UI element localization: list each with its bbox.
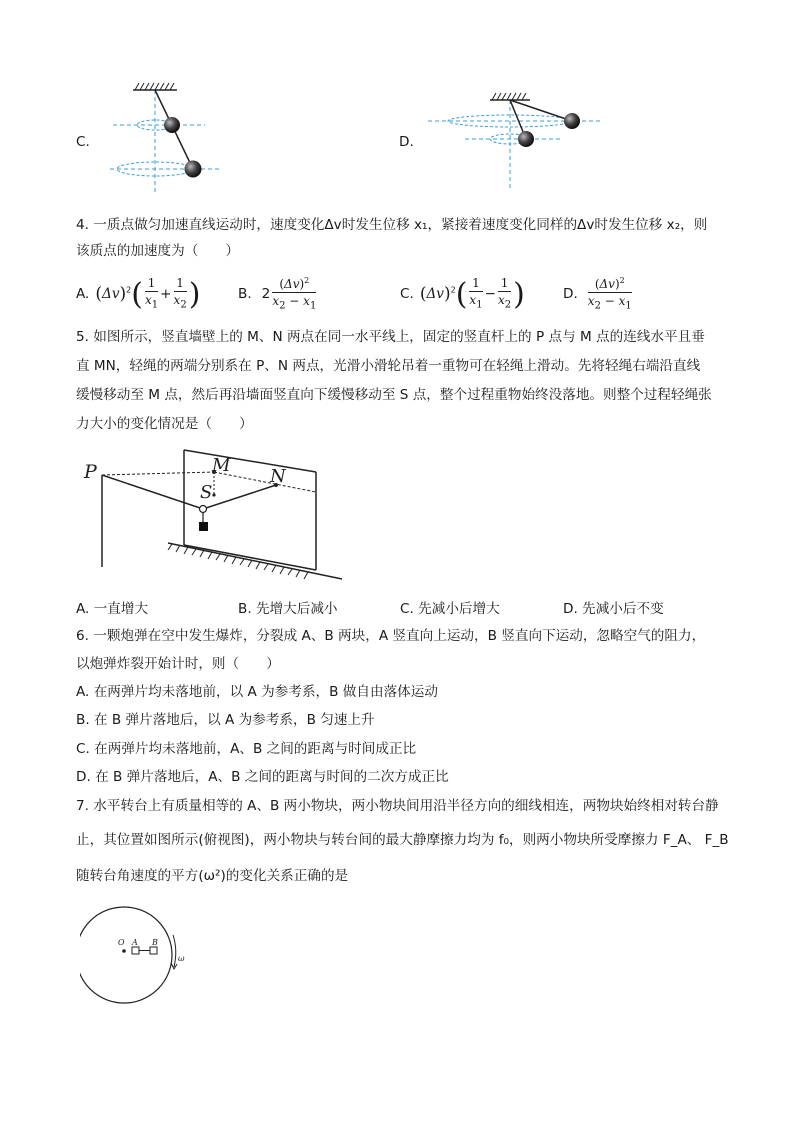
q7-stem-line1: 7. 水平转台上有质量相等的 A、B 两小物块，两小物块间用沿半径方向的细线相连，两物块始终相对转台静 xyxy=(76,798,719,814)
q4-option-d-label: D. xyxy=(563,286,578,302)
q4-option-a: A. $(\Delta v)^2$ ( $\frac{1}{x_1}$ + $\frac{1}{x_2}$ ) xyxy=(76,275,201,312)
q5-stem-line4: 力大小的变化情况是（ ） xyxy=(76,416,253,432)
q4-stem-line2: 该质点的加速度为（ ） xyxy=(76,243,240,259)
q4-option-d: D. $\frac{(\Delta v)^2}{x_2 - x_1}$ xyxy=(563,272,634,316)
label-omega: ω xyxy=(178,954,185,963)
q5-stem-line2: 直 MN，轻绳的两端分别系在 P、N 两点，光滑小滑轮吊着一重物可在轻绳上滑动。先将轻绳右端沿直线 xyxy=(76,358,701,374)
q5-stem-line1: 5. 如图所示，竖直墙壁上的 M、N 两点在同一水平线上，固定的竖直杆上的 P 点与 M 点的连线水平且垂 xyxy=(76,329,705,345)
option-c-label: C. xyxy=(76,134,90,150)
q6-option-c: C. 在两弹片均未落地前，A、B 之间的距离与时间成正比 xyxy=(76,741,417,757)
label-o: O xyxy=(118,938,125,947)
label-m: M xyxy=(212,455,231,476)
pendulum-figure-d xyxy=(425,88,605,193)
q6-stem-line1: 6. 一颗炮弹在空中发生爆炸，分裂成 A、B 两块，A 竖直向上运动，B 竖直向下运动，忽略空气的阻力， xyxy=(76,628,706,644)
label-p: P xyxy=(84,461,97,483)
label-a: A xyxy=(132,938,138,947)
q4-option-b: B. 2 $\frac{(\Delta v)^2}{x_2 - x_1}$ xyxy=(238,272,318,316)
q5-option-c: C. 先减小后增大 xyxy=(400,601,500,617)
q4-option-c-label: C. xyxy=(400,286,414,302)
rope-pulley-figure xyxy=(80,445,350,585)
q6-option-a: A. 在两弹片均未落地前，以 A 为参考系，B 做自由落体运动 xyxy=(76,684,438,700)
label-s: S xyxy=(200,482,213,503)
q4-option-b-label: B. xyxy=(238,286,252,302)
q4-option-c: C. $(\Delta v)^2$ ( $\frac{1}{x_1}$ − $\frac{1}{x_2}$ ) xyxy=(400,275,525,312)
label-b: B xyxy=(152,938,158,947)
q6-option-d: D. 在 B 弹片落地后，A、B 之间的距离与时间的二次方成正比 xyxy=(76,769,449,785)
q7-stem-line3: 随转台角速度的平方(ω²)的变化关系正确的是 xyxy=(76,868,349,884)
pendulum-figure-c xyxy=(105,80,225,195)
q4-stem-line1: 4. 一质点做匀加速直线运动时，速度变化Δv时发生位移 x₁，紧接着速度变化同样的Δv时发生位移 x₂，则 xyxy=(76,217,708,233)
q4-option-a-label: A. xyxy=(76,286,90,302)
q5-option-a: A. 一直增大 xyxy=(76,601,149,617)
turntable-figure xyxy=(80,905,220,1005)
q6-stem-line2: 以炮弹炸裂开始计时，则（ ） xyxy=(76,656,280,672)
q5-option-b: B. 先增大后减小 xyxy=(238,601,338,617)
option-d-label: D. xyxy=(399,134,414,150)
q7-stem-line2: 止，其位置如图所示(俯视图)，两小物块与转台间的最大静摩擦力均为 f₀，则两小物块所受摩擦力 F_A、 F_B xyxy=(76,832,729,848)
label-n: N xyxy=(270,466,286,487)
q5-stem-line3: 缓慢移动至 M 点，然后再沿墙面竖直向下缓慢移动至 S 点，整个过程重物始终没落地。则整个过程轻绳张 xyxy=(76,387,712,403)
q5-option-d: D. 先减小后不变 xyxy=(563,601,664,617)
q6-option-b: B. 在 B 弹片落地后，以 A 为参考系，B 匀速上升 xyxy=(76,712,375,728)
